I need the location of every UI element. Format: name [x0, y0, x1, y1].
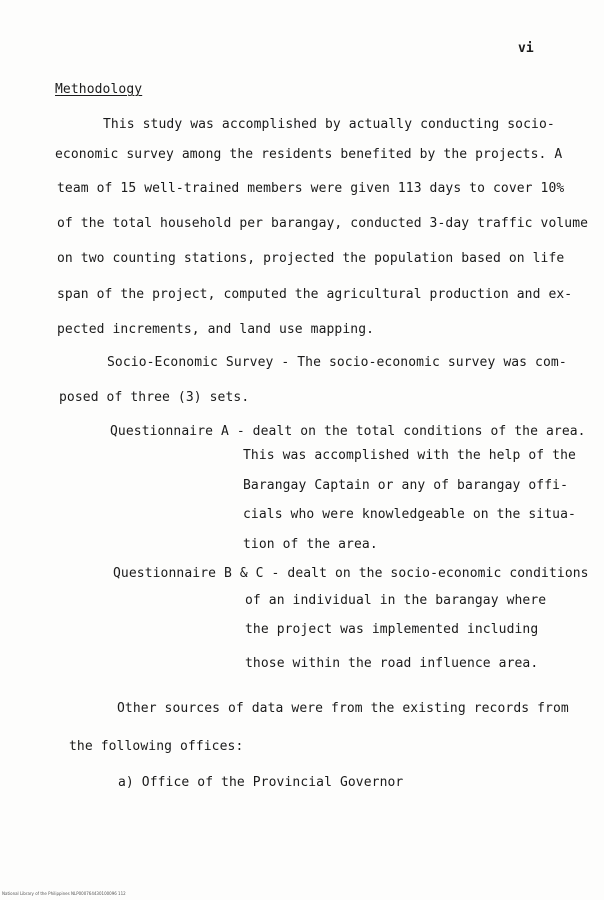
paragraph-line: team of 15 well-trained members were given 113 days to cover 10%: [57, 181, 565, 196]
questionnaire-bc-line: those within the road influence area.: [245, 656, 539, 671]
section-heading: Methodology: [55, 82, 143, 97]
paragraph-line: This study was accomplished by actually conducting socio-: [103, 117, 555, 132]
paragraph-line: on two counting stations, projected the population based on life: [57, 251, 565, 266]
page-number: vi: [518, 41, 534, 56]
paragraph-line: Other sources of data were from the existing records from: [117, 701, 569, 716]
questionnaire-a-line: Questionnaire A - dealt on the total conditions of the area.: [110, 424, 586, 439]
paragraph-line: pected increments, and land use mapping.: [57, 322, 375, 337]
paragraph-line: the following offices:: [69, 739, 244, 754]
paragraph-line: economic survey among the residents benefited by the projects. A: [55, 147, 563, 162]
footer-note: National Library of the Philippines NLP000764430100096 112: [2, 891, 126, 896]
paragraph-line: span of the project, computed the agricultural production and ex-: [57, 287, 573, 302]
paragraph-line: of the total household per barangay, conducted 3-day traffic volume: [57, 216, 589, 231]
questionnaire-bc-line: of an individual in the barangay where: [245, 593, 547, 608]
list-item: a) Office of the Provincial Governor: [118, 775, 404, 790]
questionnaire-bc-line: the project was implemented including: [245, 622, 539, 637]
questionnaire-a-line: tion of the area.: [243, 537, 378, 552]
paragraph-line: posed of three (3) sets.: [59, 390, 250, 405]
questionnaire-bc-line: Questionnaire B & C - dealt on the socio-economic conditions: [113, 566, 589, 581]
paragraph-line: Socio-Economic Survey - The socio-economic survey was com-: [107, 355, 567, 370]
questionnaire-a-line: This was accomplished with the help of the: [243, 448, 576, 463]
questionnaire-a-line: cials who were knowledgeable on the situa-: [243, 507, 576, 522]
questionnaire-a-line: Barangay Captain or any of barangay offi-: [243, 478, 568, 493]
